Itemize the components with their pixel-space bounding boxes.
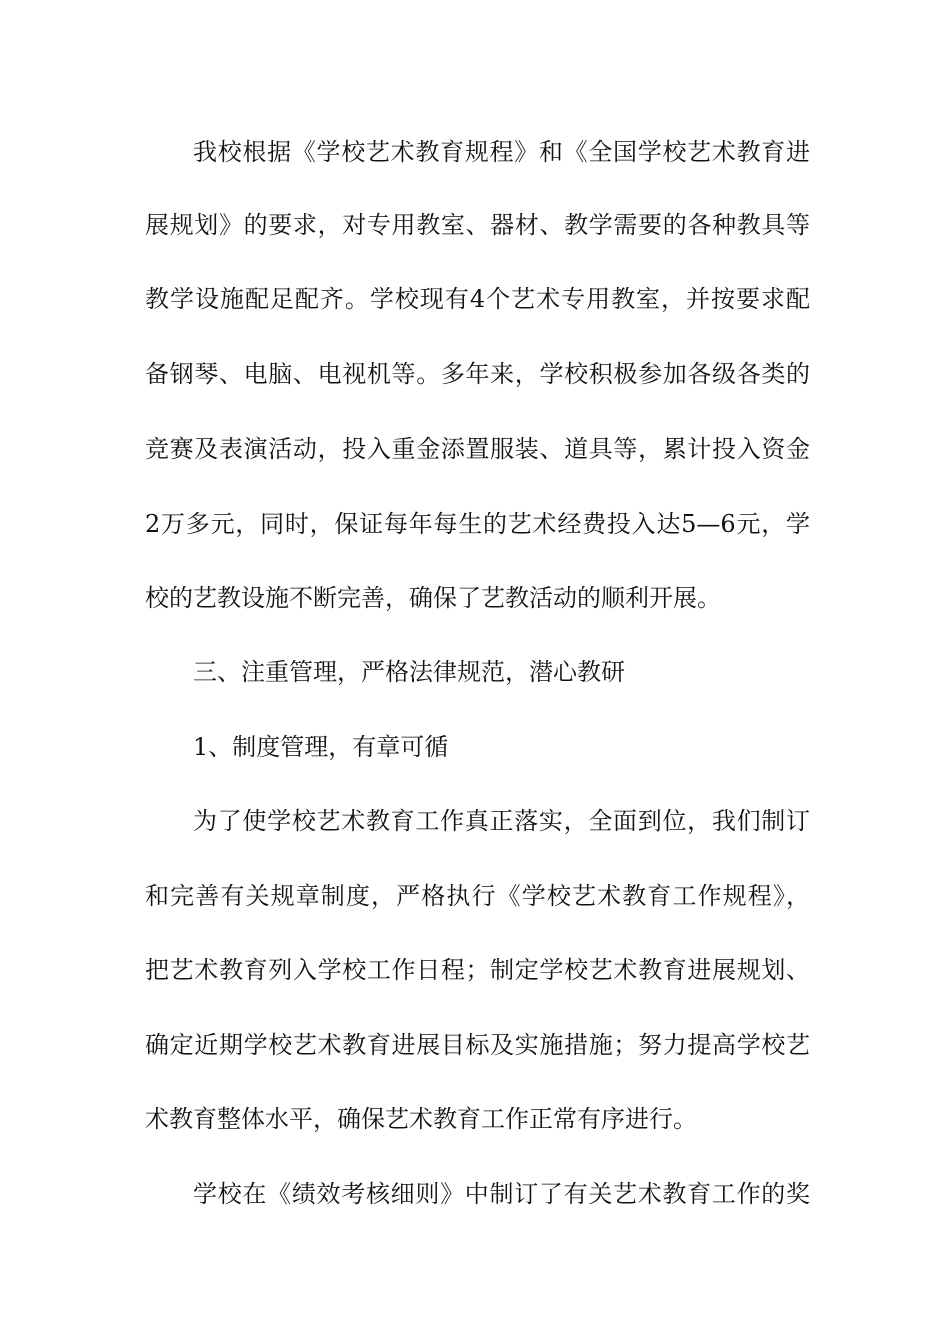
text-line: 确定近期学校艺术教育进展目标及实施措施；努力提高学校艺 <box>145 1031 810 1059</box>
text-line: 术教育整体水平，确保艺术教育工作正常有序进行。 <box>145 1105 697 1133</box>
text-line: 我校根据《学校艺术教育规程》和《全国学校艺术教育进 <box>193 138 810 166</box>
text-line: 展规划》的要求，对专用教室、器材、教学需要的各种教具等 <box>145 211 810 239</box>
text-line: 学校在《绩效考核细则》中制订了有关艺术教育工作的奖 <box>193 1180 810 1208</box>
text-line: 和完善有关规章制度，严格执行《学校艺术教育工作规程》， <box>145 882 810 910</box>
text-line: 2万多元，同时，保证每年每生的艺术经费投入达5—6元，学 <box>145 510 810 538</box>
text-line: 校的艺教设施不断完善，确保了艺教活动的顺利开展。 <box>145 584 721 612</box>
text-line: 竞赛及表演活动，投入重金添置服装、道具等，累计投入资金 <box>145 435 810 463</box>
text-line: 把艺术教育列入学校工作日程；制定学校艺术教育进展规划、 <box>145 956 810 984</box>
subsection-heading: 1、制度管理，有章可循 <box>193 733 449 761</box>
text-line: 为了使学校艺术教育工作真正落实，全面到位，我们制订 <box>193 807 810 835</box>
section-heading: 三、注重管理，严格法律规范，潜心教研 <box>193 658 625 686</box>
text-line: 备钢琴、电脑、电视机等。多年来，学校积极参加各级各类的 <box>145 360 810 388</box>
text-line: 教学设施配足配齐。学校现有4个艺术专用教室，并按要求配 <box>145 285 810 313</box>
